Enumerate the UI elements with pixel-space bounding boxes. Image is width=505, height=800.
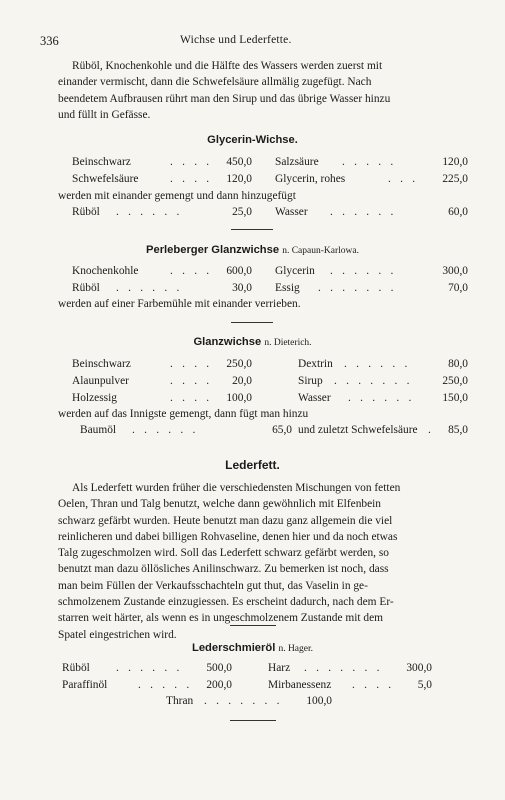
ingredient-name: und zuletzt Schwefelsäure <box>298 424 418 436</box>
ingredient-amount: 120,0 <box>442 156 468 168</box>
ingredient-amount: 100,0 <box>306 695 332 707</box>
section-rule <box>230 625 276 626</box>
ingredient-name: Knochenkohle <box>72 265 139 277</box>
ingredient-amount: 70,0 <box>448 282 468 294</box>
leader-dots: . . . . <box>170 392 213 404</box>
ingredient-row <box>72 206 472 222</box>
leader-dots: . . . <box>388 173 419 185</box>
leader-dots: . . . . . . <box>116 282 183 294</box>
leader-dots: . <box>428 424 435 436</box>
leader-dots: . . . . . . <box>116 206 183 218</box>
recipe-title-text: Perleberger Glanzwichse <box>146 244 280 256</box>
ingredient-row <box>72 282 472 298</box>
leader-dots: . . . . <box>352 679 395 691</box>
ingredient-row <box>72 392 472 408</box>
ingredient-name: Wasser <box>298 392 331 404</box>
intro-line: einander vermischt, dann die Schwefelsäure allmälig zugefügt. Nach <box>58 76 372 89</box>
leader-dots: . . . . . . . <box>318 282 397 294</box>
ingredient-amount: 300,0 <box>406 662 432 674</box>
ingredient-name: Beinschwarz <box>72 156 131 168</box>
ingredient-name: Rüböl <box>72 206 100 218</box>
ingredient-amount: 60,0 <box>448 206 468 218</box>
ingredient-amount: 500,0 <box>206 662 232 674</box>
leader-dots: . . . . <box>170 156 213 168</box>
recipe-title-perleberger <box>0 244 505 256</box>
ingredient-amount: 20,0 <box>232 375 252 387</box>
ingredient-amount: 65,0 <box>272 424 292 436</box>
leader-dots: . . . . . . . <box>204 695 283 707</box>
leader-dots: . . . . . . <box>344 358 411 370</box>
recipe-title-glanzwichse <box>0 336 505 348</box>
leader-dots: . . . . . . <box>348 392 415 404</box>
ingredient-name: Paraffinöl <box>62 679 108 691</box>
recipe-title-text: Glanzwichse <box>193 336 262 348</box>
ingredient-name: Rüböl <box>72 282 100 294</box>
page-header <box>40 34 465 50</box>
leader-dots: . . . . . . <box>132 424 199 436</box>
leader-dots: . . . . . . <box>116 662 183 674</box>
recipe-source-note: n. Hager. <box>278 644 313 654</box>
leader-dots: . . . . . . <box>330 265 397 277</box>
ingredient-amount: 250,0 <box>226 358 252 370</box>
recipe-title-lederschmieroel <box>0 642 505 654</box>
paragraph-line: starren weit härter, als wenn es in ungeschmolzenem Zustande mit dem <box>58 612 384 625</box>
ingredient-name: Glycerin, rohes <box>275 173 346 185</box>
paragraph-line: schwarz gefärbt wurden. Heute benutzt man dazu ganz allgemein die viel <box>58 514 393 527</box>
leader-dots: . . . . . . . <box>334 375 413 387</box>
paragraph-line: Spatel eingestrichen wird. <box>58 628 177 641</box>
ingredient-name: Glycerin <box>275 265 315 277</box>
paragraph-line: man beim Füllen der Verkaufsschachteln gut thut, das Vaselin in ge- <box>58 579 368 592</box>
ingredient-name: Thran <box>166 695 194 707</box>
ingredient-amount: 225,0 <box>442 173 468 185</box>
ingredient-name: Sirup <box>298 375 323 387</box>
paragraph-line: reinlicheren und dabei billigen Rohvaseline, denen hier und da noch etwas <box>58 530 398 543</box>
leader-dots: . . . . . . . <box>304 662 383 674</box>
section-rule <box>231 322 273 323</box>
leader-dots: . . . . <box>170 265 213 277</box>
ingredient-amount: 5,0 <box>417 679 432 691</box>
ingredient-amount: 200,0 <box>206 679 232 691</box>
recipe-instruction: werden auf einer Farbemühle mit einander verrieben. <box>58 298 301 310</box>
ingredient-name: Harz <box>268 662 291 674</box>
ingredient-name: Baumöl <box>80 424 117 436</box>
ingredient-row <box>72 173 472 189</box>
ingredient-amount: 100,0 <box>226 392 252 404</box>
leader-dots: . . . . . . <box>330 206 397 218</box>
leader-dots: . . . . . <box>342 156 397 168</box>
lederfett-paragraph <box>58 480 472 643</box>
intro-line: beendetem Aufbrausen rührt man den Sirup und das übrige Wasser hinzu <box>58 92 391 105</box>
recipe-instruction: werden auf das Innigste gemengt, dann fügt man hinzu <box>58 408 309 420</box>
recipe-title-text: Glycerin-Wichse. <box>207 134 298 146</box>
intro-paragraph <box>58 58 472 123</box>
ingredient-amount: 300,0 <box>442 265 468 277</box>
ingredient-row <box>72 358 472 374</box>
ingredient-amount: 120,0 <box>226 173 252 185</box>
paragraph-line: Als Lederfett wurden früher die verschiedensten Mischungen von fetten <box>72 482 401 494</box>
section-title-lederfett <box>0 458 505 472</box>
ingredient-amount: 80,0 <box>448 358 468 370</box>
recipe-title-glycerin <box>0 134 505 146</box>
ingredient-row <box>62 662 452 678</box>
leader-dots: . . . . <box>170 358 213 370</box>
paragraph-line: schmolzenem Zustande einzugiessen. Es erscheint dadurch, nach dem Er- <box>58 596 394 609</box>
ingredient-amount: 250,0 <box>442 375 468 387</box>
ingredient-amount: 600,0 <box>226 265 252 277</box>
section-rule <box>231 229 273 230</box>
ingredient-name: Schwefelsäure <box>72 173 139 185</box>
ingredient-row <box>72 156 472 172</box>
ingredient-name: Beinschwarz <box>72 358 131 370</box>
running-title: Wichse und Lederfette. <box>180 34 292 46</box>
ingredient-name: Essig <box>275 282 300 294</box>
paragraph-line: Talg zugeschmolzen wird. Soll das Lederfett schwarz gefärbt werden, so <box>58 547 389 560</box>
page-number: 336 <box>40 34 59 48</box>
ingredient-amount: 30,0 <box>232 282 252 294</box>
section-rule <box>230 720 276 721</box>
recipe-source-note: n. Capaun-Karlowa. <box>282 246 359 256</box>
intro-line: und füllt in Gefässe. <box>58 108 151 121</box>
leader-dots: . . . . <box>170 375 213 387</box>
ingredient-amount: 85,0 <box>448 424 468 436</box>
section-title-text: Lederfett. <box>225 458 280 472</box>
leader-dots: . . . . . <box>138 679 193 691</box>
ingredient-name: Salzsäure <box>275 156 319 168</box>
ingredient-name: Dextrin <box>298 358 333 370</box>
ingredient-amount: 25,0 <box>232 206 252 218</box>
recipe-source-note: n. Dieterich. <box>264 338 312 348</box>
ingredient-amount: 450,0 <box>226 156 252 168</box>
ingredient-row <box>72 375 472 391</box>
ingredient-row <box>166 695 346 711</box>
ingredient-name: Wasser <box>275 206 308 218</box>
ingredient-row <box>80 424 472 440</box>
intro-line: Rüböl, Knochenkohle und die Hälfte des Wassers werden zuerst mit <box>72 60 383 72</box>
ingredient-row <box>62 679 452 695</box>
ingredient-name: Mirbanessenz <box>268 679 332 691</box>
ingredient-name: Alaunpulver <box>72 375 129 387</box>
ingredient-name: Rüböl <box>62 662 90 674</box>
paragraph-line: Oelen, Thran und Talg benutzt, welche dann gewöhnlich mit Elfenbein <box>58 498 382 511</box>
paragraph-line: benutzt man dazu öllösliches Anilinschwarz. Zu bemerken ist noch, dass <box>58 563 389 576</box>
ingredient-amount: 150,0 <box>442 392 468 404</box>
recipe-instruction: werden mit einander gemengt und dann hinzugefügt <box>58 190 296 202</box>
ingredient-name: Holzessig <box>72 392 117 404</box>
ingredient-row <box>72 265 472 281</box>
leader-dots: . . . . <box>170 173 213 185</box>
recipe-title-text: Lederschmieröl <box>192 642 276 654</box>
